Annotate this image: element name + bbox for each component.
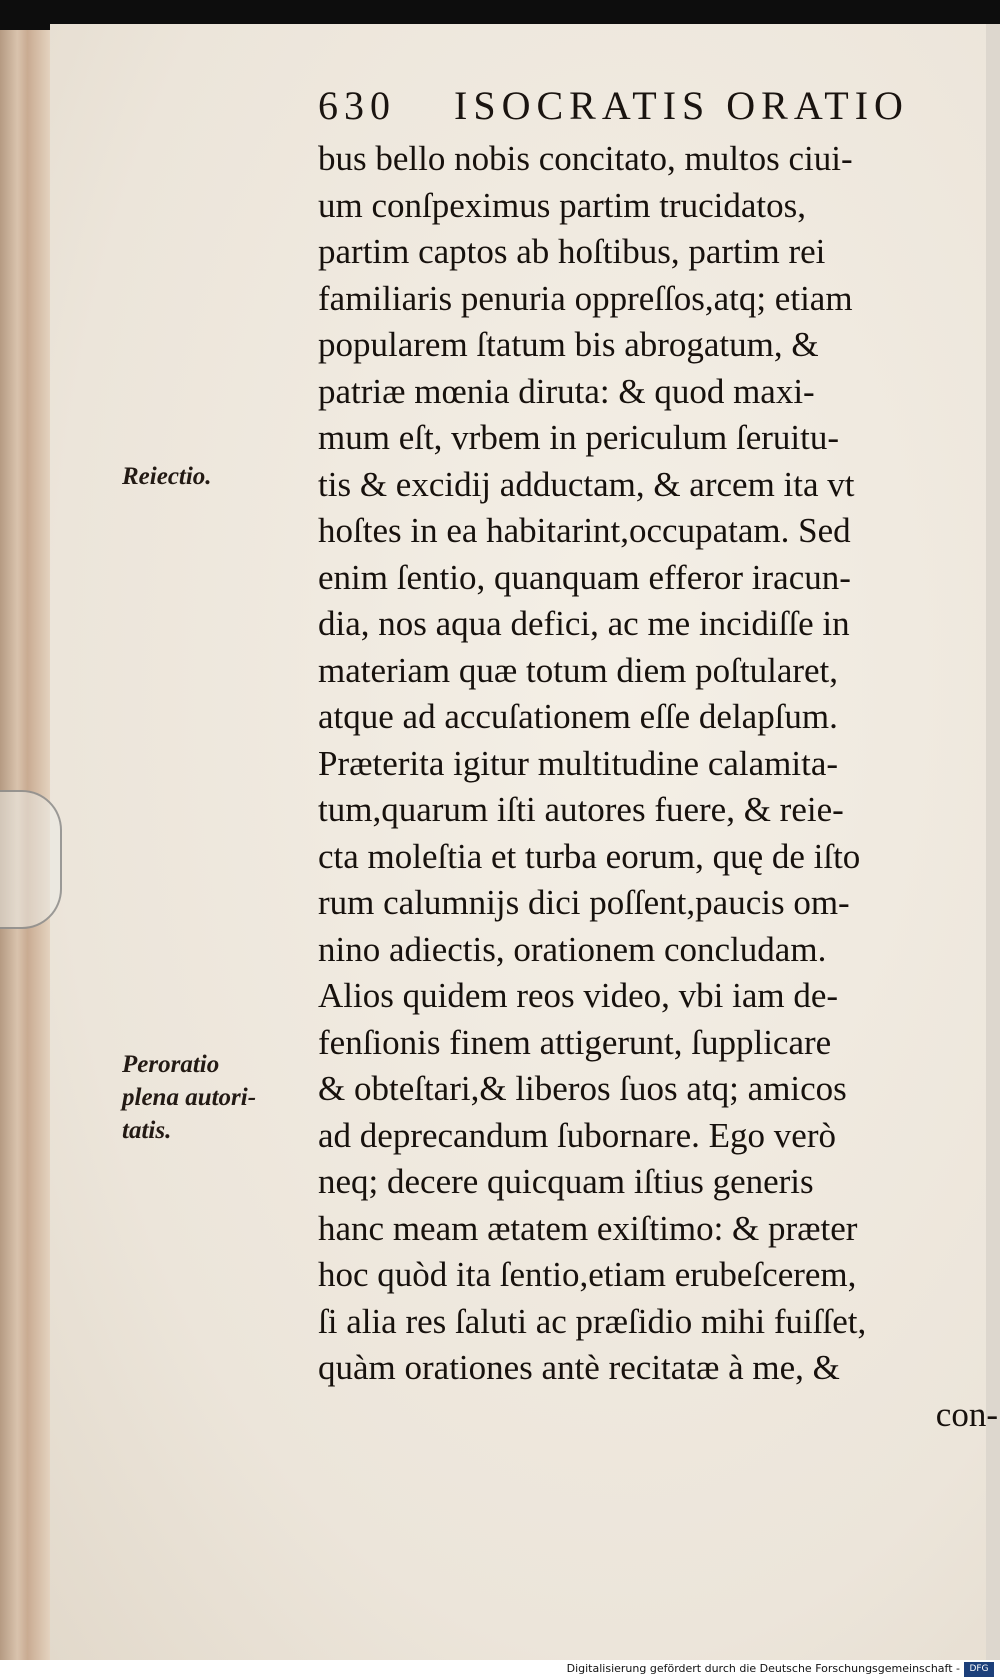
catchword: con- xyxy=(935,1394,998,1434)
margin-note-rejectio xyxy=(122,460,212,493)
text-line: popularem ſtatum bis abrogatum, & xyxy=(318,325,819,364)
running-title: ISOCRATIS ORATIO xyxy=(454,83,909,128)
text-line: ſi alia res ſaluti ac præſidio mihi fuiſſet, xyxy=(318,1301,867,1341)
text-line: fenſionis finem attigerunt, ſupplicare xyxy=(318,1022,832,1062)
text-line: Præterita igitur multitudine calamita- xyxy=(318,743,839,783)
margin-note-text: Reiectio. xyxy=(122,463,212,490)
text-line: atque ad accuſationem eſſe delapſum. xyxy=(318,697,838,736)
text-line: neq; decere quicquam iſtius generis xyxy=(318,1162,814,1201)
text-line: dia, nos aqua defici, ac me incidiſſe in xyxy=(318,604,850,643)
text-line: partim captos ab hoſtibus, partim rei xyxy=(318,232,826,271)
body-text xyxy=(318,136,998,1438)
margin-note-text: plena autori- xyxy=(122,1084,257,1111)
text-line: & obteſtari,& liberos ſuos atq; amicos xyxy=(318,1069,847,1108)
margin-note-text: tatis. xyxy=(122,1117,172,1144)
text-line: hanc meam ætatem exiſtimo: & præter xyxy=(318,1208,858,1248)
text-line: ad deprecandum ſubornare. Ego verò xyxy=(318,1115,836,1155)
footer-bar xyxy=(0,1660,1000,1680)
margin-note-peroratio xyxy=(122,1048,256,1147)
text-line: cta moleſtia et turba eorum, quę de iſto xyxy=(318,836,861,876)
text-line: patriæ mœnia diruta: & quod maxi- xyxy=(318,371,815,411)
text-line: Alios quidem reos video, vbi iam de- xyxy=(318,976,839,1015)
text-line: enim ſentio, quanquam efferor iracun- xyxy=(318,557,851,597)
text-line: familiaris penuria oppreſſos,atq; etiam xyxy=(318,278,853,318)
text-line: um conſpeximus partim trucidatos, xyxy=(318,185,806,225)
book-clasp xyxy=(0,790,62,929)
running-header xyxy=(318,82,918,129)
text-line: nino adiectis, orationem concludam. xyxy=(318,929,827,969)
page-number: 630 xyxy=(318,83,396,128)
funding-credit: Digitalisierung gefördert durch die Deutsche Forschungsgemeinschaft - xyxy=(566,1662,960,1675)
dfg-logo: DFG xyxy=(964,1662,994,1677)
text-line: bus bello nobis concitato, multos ciui- xyxy=(318,139,853,178)
text-line: tum,quarum iſti autores fuere, & reie- xyxy=(318,790,844,829)
text-line: hoc quòd ita ſentio,etiam erubeſcerem, xyxy=(318,1255,857,1294)
margin-note-text: Peroratio xyxy=(122,1051,220,1078)
text-line: mum eſt, vrbem in periculum ſeruitu- xyxy=(318,418,839,457)
text-line: quàm orationes antè recitatæ à me, & xyxy=(318,1348,840,1387)
text-line: tis & excidij adductam, & arcem ita vt xyxy=(318,464,855,504)
text-line: materiam quæ totum diem poſtularet, xyxy=(318,650,839,690)
text-line: rum calumnijs dici poſſent,paucis om- xyxy=(318,883,850,922)
text-line: hoſtes in ea habitarint,occupatam. Sed xyxy=(318,511,851,550)
